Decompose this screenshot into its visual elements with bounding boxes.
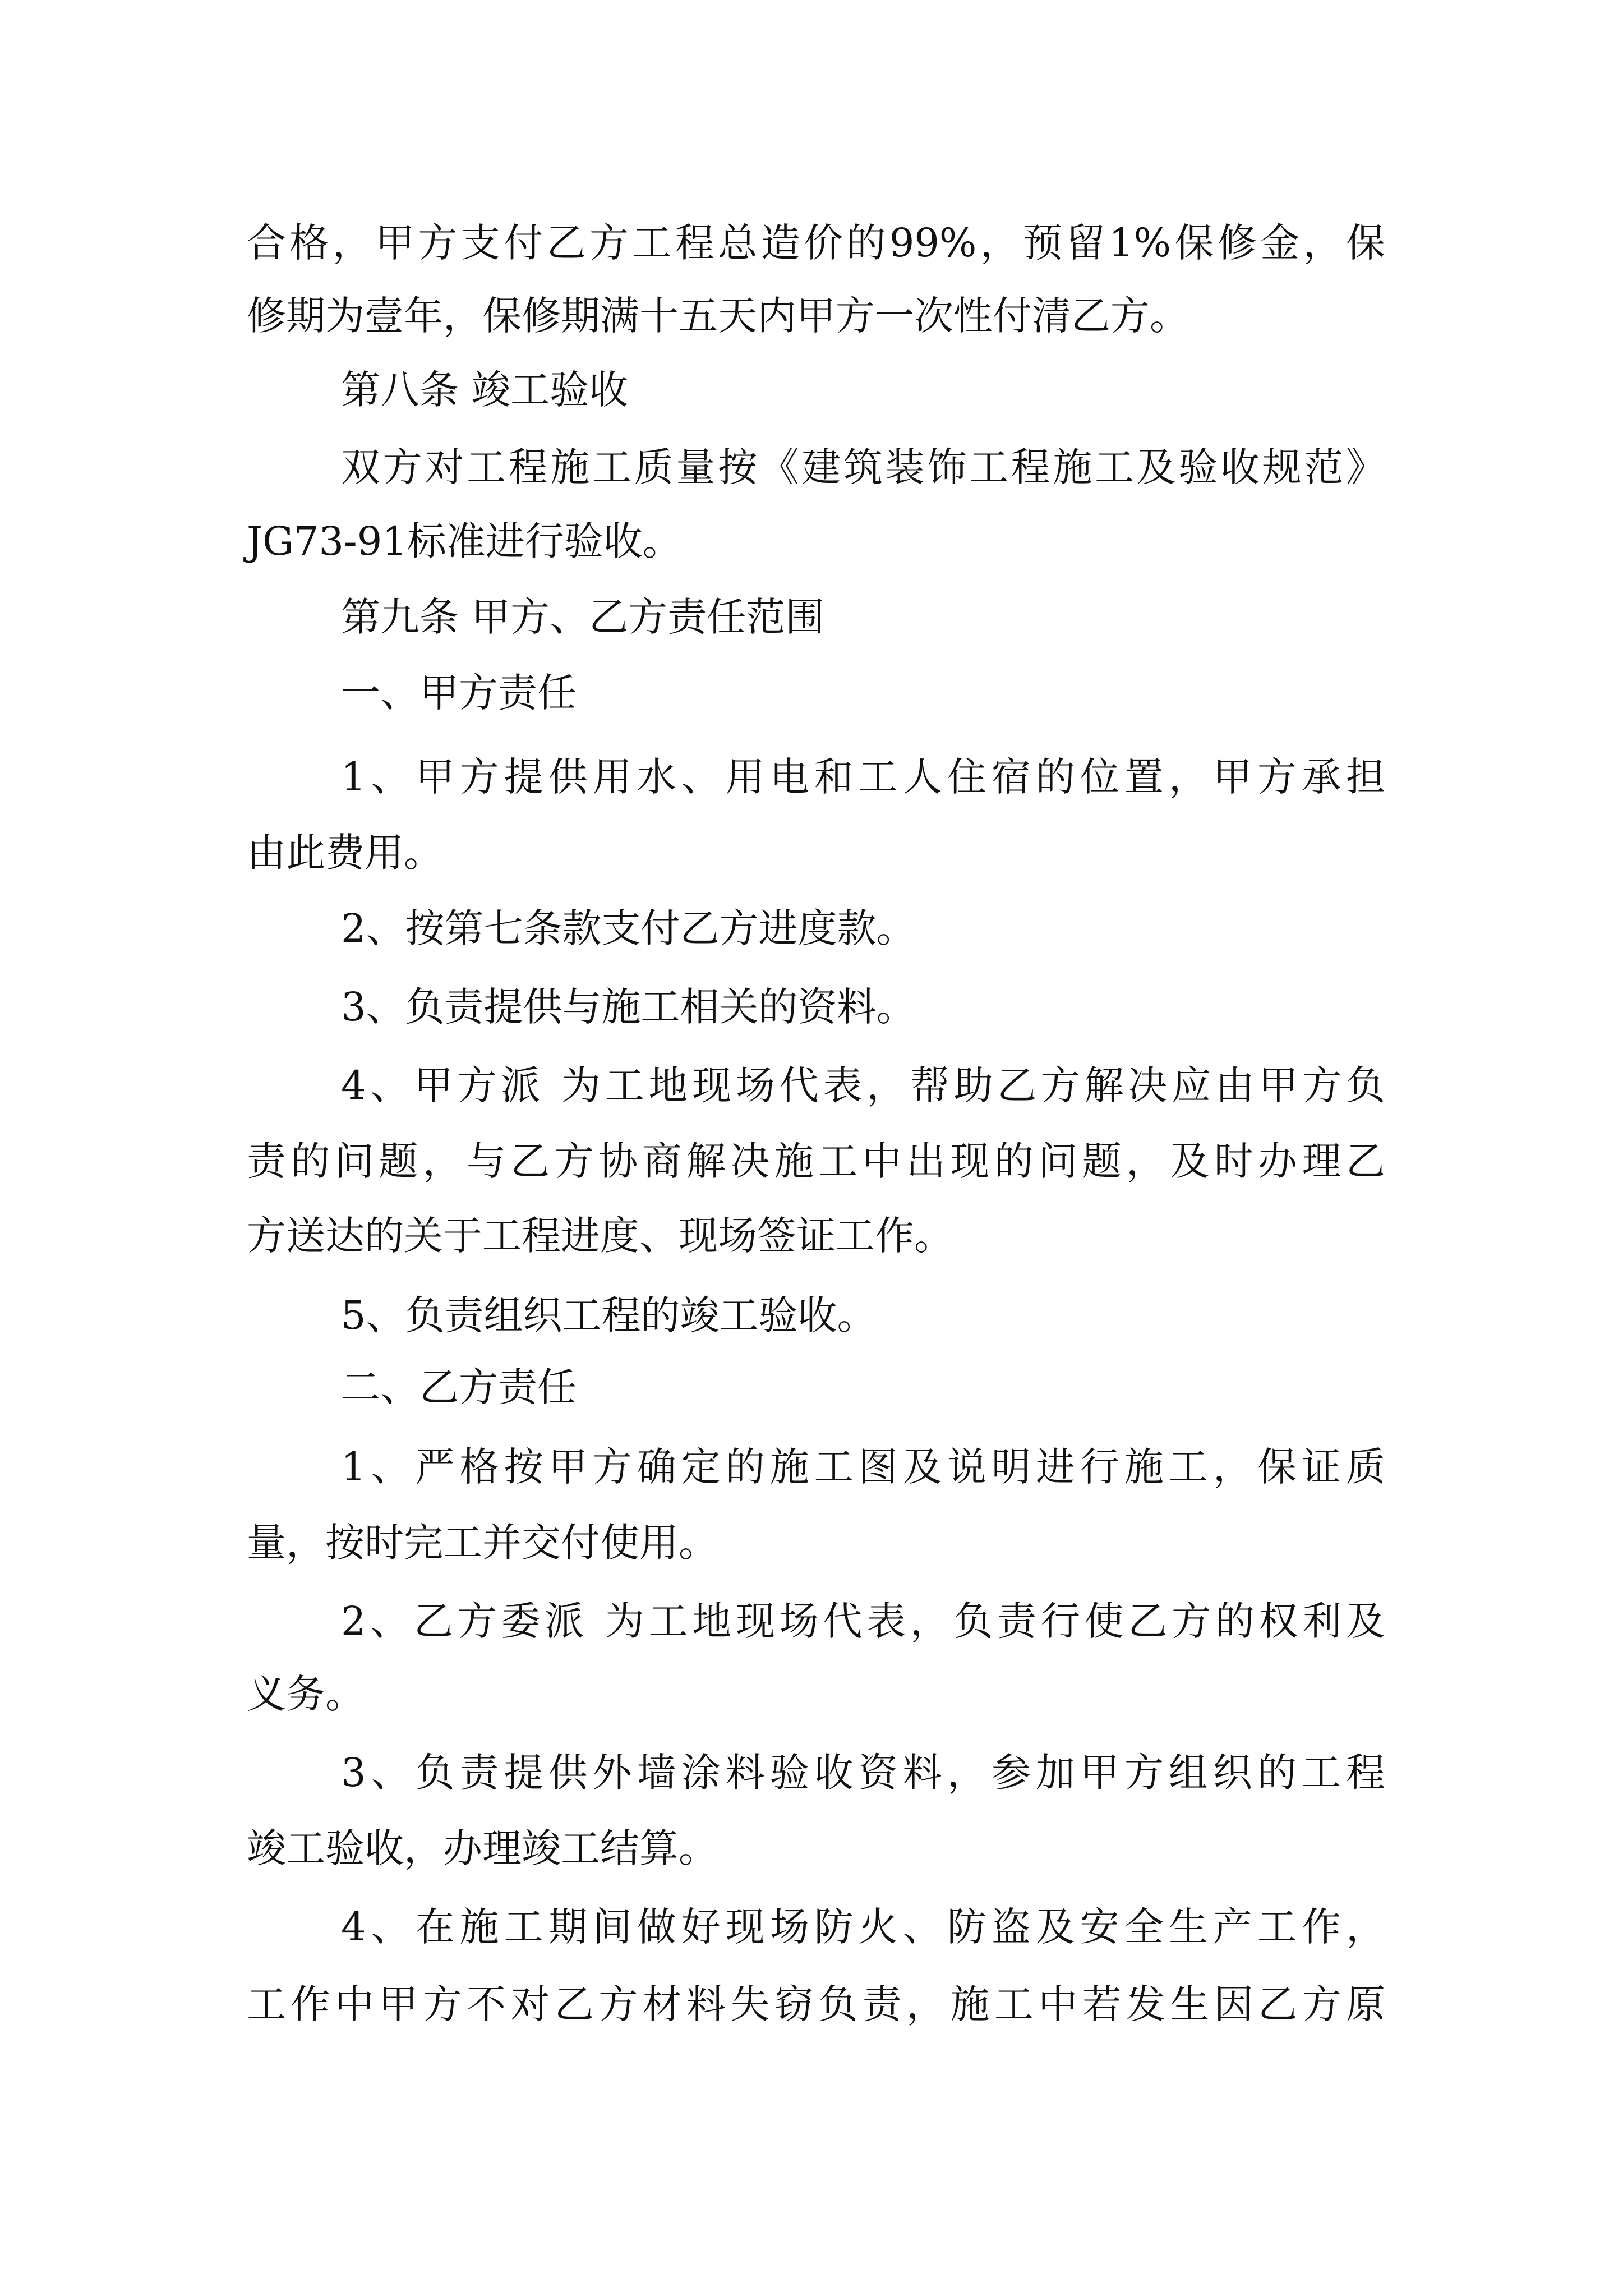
text-line: 修期为壹年，保修期满十五天内甲方一次性付清乙方。 <box>247 293 1189 339</box>
text-line: 竣工验收，办理竣工结算。 <box>247 1825 718 1871</box>
text-line: 合格，甲方支付乙方工程总造价的99%，预留1%保修金，保 <box>247 220 1385 266</box>
list-item: 4、在施工期间做好现场防火、防盗及安全生产工作， <box>341 1904 1385 1950</box>
text-line: 方送达的关于工程进度、现场签证工作。 <box>247 1213 953 1259</box>
list-item: 2、乙方委派 为工地现场代表，负责行使乙方的权利及 <box>341 1598 1385 1644</box>
text-line: 工作中甲方不对乙方材料失窃负责，施工中若发生因乙方原 <box>247 1981 1385 2027</box>
article-heading: 第八条 竣工验收 <box>341 367 629 413</box>
text-line: 双方对工程施工质量按《建筑装饰工程施工及验收规范》 <box>341 444 1385 490</box>
text-line: 责的问题，与乙方协商解决施工中出现的问题，及时办理乙 <box>247 1138 1385 1184</box>
list-item: 1、甲方提供用水、用电和工人住宿的位置，甲方承担 <box>341 754 1385 800</box>
text-line: 量，按时完工并交付使用。 <box>247 1520 718 1566</box>
list-item: 3、负责提供与施工相关的资料。 <box>341 984 916 1030</box>
text-line: 义务。 <box>247 1671 365 1717</box>
text-line: JG73-91标准进行验收。 <box>247 518 682 564</box>
list-item: 4、甲方派 为工地现场代表，帮助乙方解决应由甲方负 <box>341 1062 1385 1108</box>
section-heading: 二、乙方责任 <box>341 1364 577 1410</box>
article-heading: 第九条 甲方、乙方责任范围 <box>341 594 825 640</box>
list-item: 2、按第七条款支付乙方进度款。 <box>341 905 916 951</box>
list-item: 1、严格按甲方确定的施工图及说明进行施工，保证质 <box>341 1444 1385 1490</box>
text-line: 由此费用。 <box>247 830 443 876</box>
list-item: 5、负责组织工程的竣工验收。 <box>341 1292 877 1338</box>
section-heading: 一、甲方责任 <box>341 670 577 716</box>
list-item: 3、负责提供外墙涂料验收资料，参加甲方组织的工程 <box>341 1750 1385 1796</box>
